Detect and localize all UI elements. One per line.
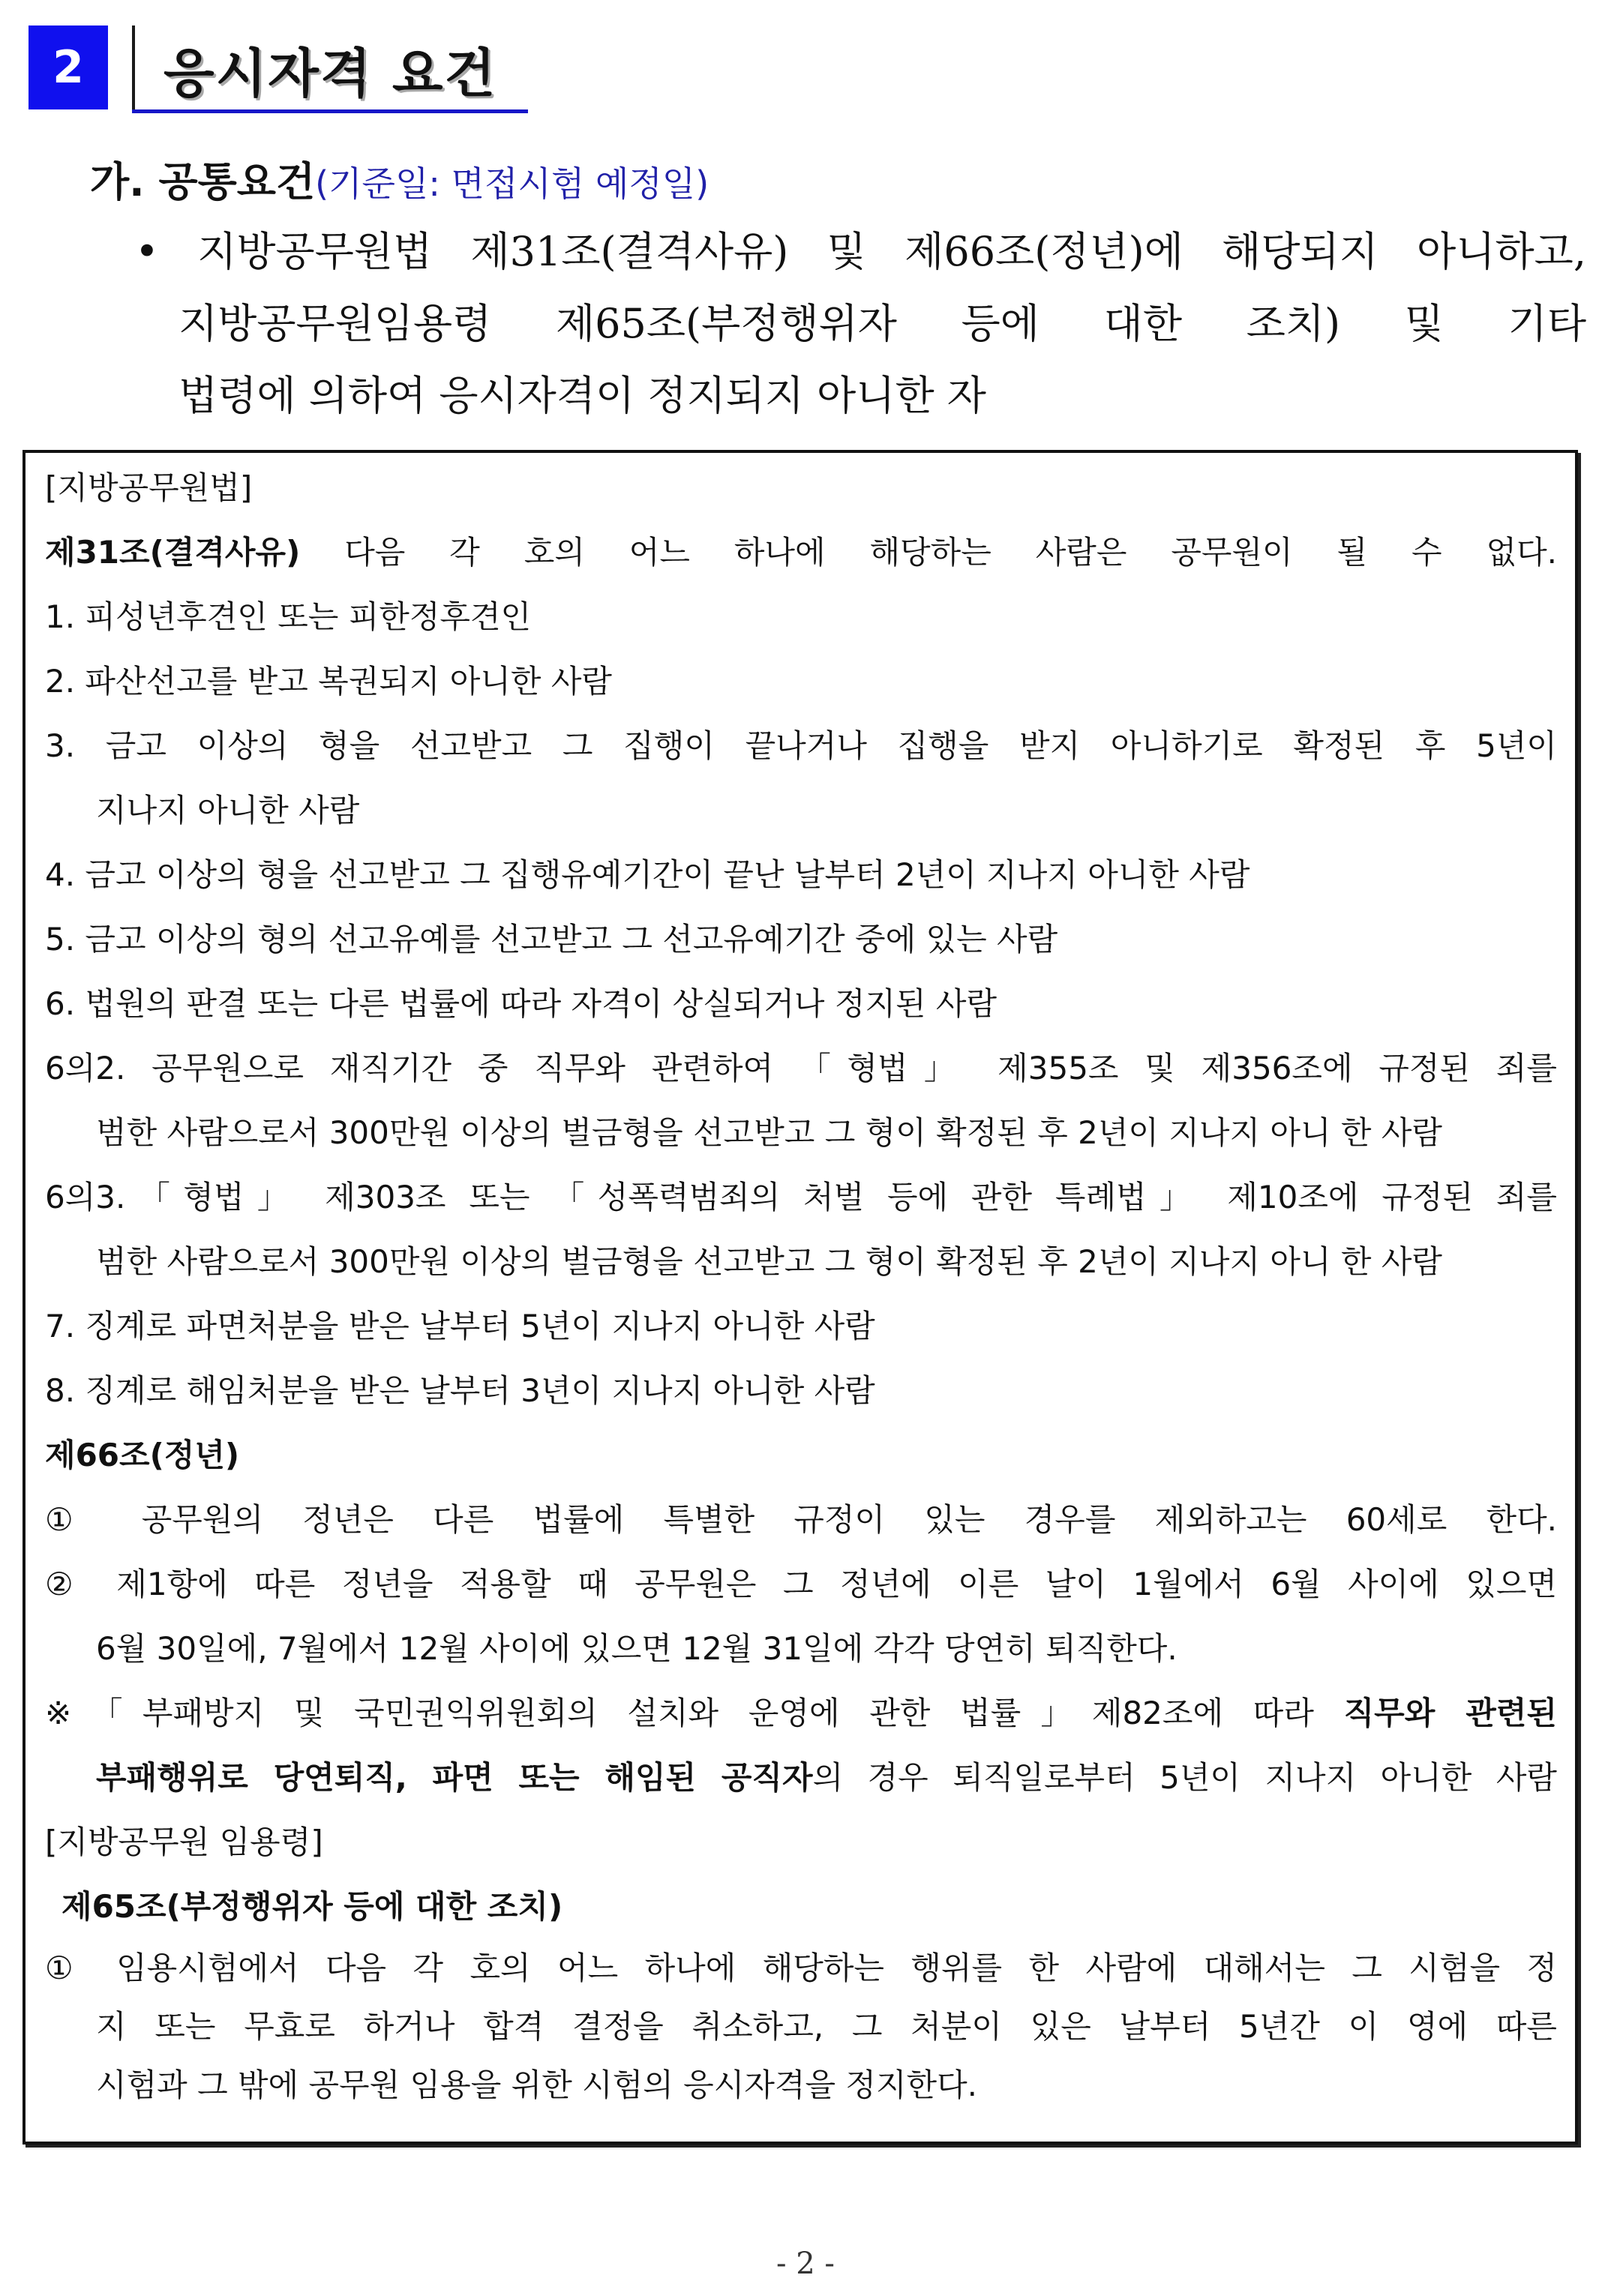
law-excerpt-box — [22, 450, 1578, 2145]
article31-item-3: 3. 금고 이상의 형을 선고받고 그 집행이 끝나거나 집행을 받지 아니하기로 확정된 후 5년이 — [45, 727, 1557, 764]
article31-item-2: 2. 파산선고를 받고 복권되지 아니한 사람 — [45, 663, 612, 700]
corruption-note-text: ※「부패방지 및 국민권익위원회의 설치와 운영에 관한 법률」제82조에 따라 — [45, 1695, 1344, 1731]
article65-clause-1-end: 시험과 그 밖에 공무원 임용을 위한 시험의 응시자격을 정지한다. — [96, 2067, 978, 2103]
article31-title: 제31조(결격사유) — [45, 534, 301, 571]
article65-title: 제65조(부정행위자 등에 대한 조치) — [62, 1888, 563, 1925]
article31-item-3-cont: 지나지 아니한 사람 — [96, 792, 360, 829]
article31-line — [45, 520, 1557, 585]
subsection-note: (기준일: 면접시험 예정일) — [315, 163, 710, 204]
article31-item-8: 8. 징계로 해임처분을 받은 날부터 3년이 지나지 아니한 사람 — [45, 1372, 875, 1409]
section-title: 응시자격 요건 — [164, 43, 497, 104]
article65-clause-1-cont: 지 또는 무효로 하거나 합격 결정을 취소하고, 그 처분이 있은 날부터 5년간 이 영에 따른 — [96, 2008, 1557, 2045]
article31-item-1: 1. 피성년후견인 또는 피한정후견인 — [45, 598, 532, 635]
law2-title: [지방공무원 임용령] — [45, 1824, 323, 1860]
corruption-note-bold-2: 부패행위로 당연퇴직, 파면 또는 해임된 공직자 — [96, 1759, 813, 1796]
article31-item-5: 5. 금고 이상의 형의 선고유예를 선고받고 그 선고유예기간 중에 있는 사람 — [45, 921, 1058, 958]
requirement-bullet — [135, 216, 1586, 432]
article65-clause-1: ① 임용시험에서 다음 각 호의 어느 하나에 해당하는 행위를 한 사람에 대해서는 그 시험을 정 — [45, 1950, 1557, 1986]
article31-item-6-3-cont: 범한 사람으로서 300만원 이상의 벌금형을 선고받고 그 형이 확정된 후 2년이 지나지 아니 한 사람 — [96, 1243, 1442, 1280]
article31-item-7: 7. 징계로 파면처분을 받은 날부터 5년이 지나지 아니한 사람 — [45, 1308, 875, 1344]
article31-item-6-2: 6의2. 공무원으로 재직기간 중 직무와 관련하여 「형법」 제355조 및 제356조에 규정된 죄를 — [45, 1050, 1557, 1087]
page-number: - 2 - — [776, 2247, 835, 2281]
article66-title: 제66조(정년) — [45, 1437, 240, 1473]
subsection-title: 가. 공통요건 — [90, 158, 316, 205]
bullet-text-1: 지방공무원법 제31조(결격사유) 및 제66조(정년)에 해당되지 아니하고, — [197, 228, 1586, 275]
article31-item-6-2-cont: 범한 사람으로서 300만원 이상의 벌금형을 선고받고 그 형이 확정된 후 2년이 지나지 아니 한 사람 — [96, 1114, 1442, 1151]
section-number-badge: 2 — [28, 25, 108, 109]
bullet-line-2: 지방공무원임용령 제65조(부정행위자 등에 대한 조치) 및 기타 — [178, 300, 1586, 347]
section-underline — [132, 109, 528, 113]
article66-clause-2: ② 제1항에 따른 정년을 적용할 때 공무원은 그 정년에 이른 날이 1월에서 6월 사이에 있으면 — [45, 1566, 1557, 1602]
corruption-note-text-2: 의 경우 퇴직일로부터 5년이 지나지 아니한 사람 — [812, 1759, 1557, 1796]
bullet-marker: • — [135, 228, 159, 275]
article66-clause-2-cont: 6월 30일에, 7월에서 12월 사이에 있으면 12월 31일에 각각 당연히 퇴직한다. — [96, 1630, 1178, 1667]
section-divider — [132, 25, 135, 111]
bullet-line-3: 법령에 의하여 응시자격이 정지되지 아니한 자 — [178, 372, 986, 419]
article31-text: 다음 각 호의 어느 하나에 해당하는 사람은 공무원이 될 수 없다. — [300, 534, 1557, 571]
article31-item-6: 6. 법원의 판결 또는 다른 법률에 따라 자격이 상실되거나 정지된 사람 — [45, 985, 998, 1022]
article66-clause-1: ① 공무원의 정년은 다른 법률에 특별한 규정이 있는 경우를 제외하고는 60세로 한다. — [45, 1501, 1557, 1538]
law1-title: [지방공무원법] — [45, 469, 253, 506]
corruption-note-bold: 직무와 관련된 — [1343, 1695, 1557, 1731]
corruption-note — [45, 1681, 1557, 1746]
article31-item-4: 4. 금고 이상의 형을 선고받고 그 집행유예기간이 끝난 날부터 2년이 지나지 아니한 사람 — [45, 856, 1250, 893]
corruption-note-cont — [45, 1746, 1557, 1810]
subsection-heading — [90, 150, 709, 208]
bullet-line-1 — [135, 216, 1586, 288]
article31-item-6-3: 6의3.「형법」 제303조 또는 「성폭력범죄의 처벌 등에 관한 특례법」 제10조에 규정된 죄를 — [45, 1179, 1557, 1215]
